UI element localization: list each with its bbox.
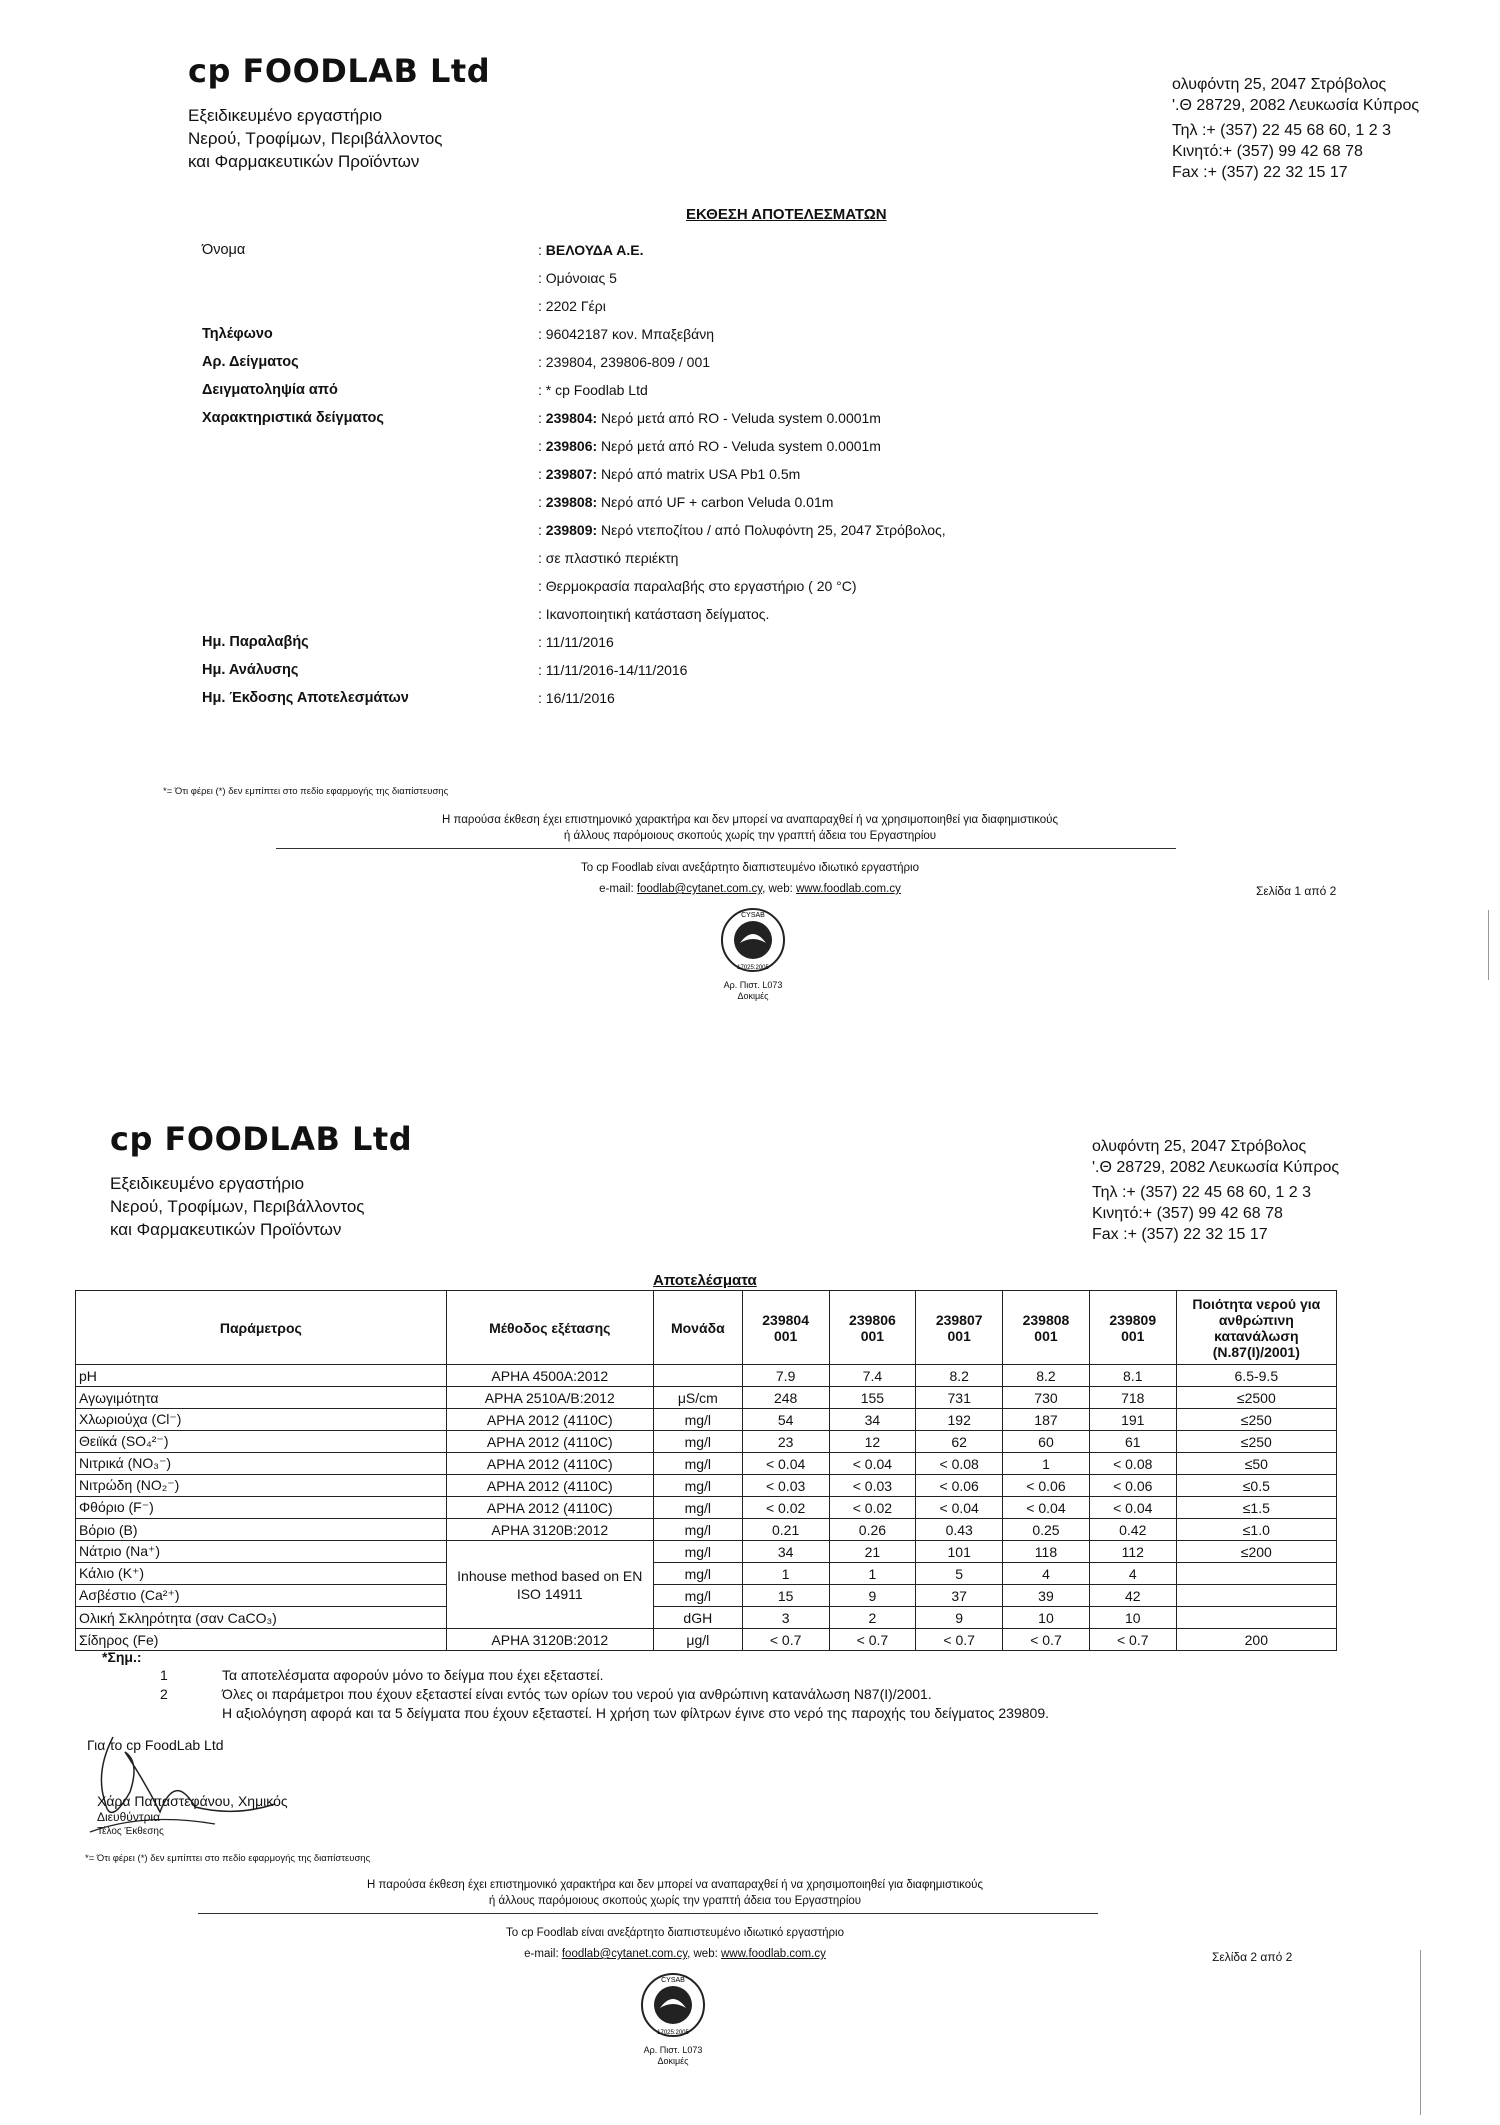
field-value: [538, 270, 617, 286]
signature-line: Διευθύντρια: [97, 1810, 160, 1824]
email-prefix: e-mail:: [599, 883, 637, 895]
subtitle-line: Νερού, Τροφίμων, Περιβάλλοντος: [110, 1197, 365, 1216]
field-value-text: 239804, 239806-809 / 001: [545, 354, 711, 370]
field-value: [538, 606, 769, 622]
cell-value: < 0.7: [742, 1629, 829, 1651]
address-line: '.Θ 28729, 2082 Λευκωσία Κύπρος: [1092, 1159, 1340, 1176]
address-tel: Τηλ :+ (357) 22 45 68 60, 1 2 3: [1092, 1184, 1311, 1201]
address-fax: Fax :+ (357) 22 32 15 17: [1172, 164, 1348, 181]
cell-unit: μS/cm: [653, 1387, 742, 1409]
cell-unit: mg/l: [653, 1563, 742, 1585]
company-address: [1172, 74, 1419, 183]
cell-parameter: Σίδηρος (Fe): [76, 1629, 447, 1651]
field-label: Δειγματοληψία από: [202, 382, 338, 398]
field-value-text: Νερό από matrix USA Pb1 0.5m: [597, 466, 801, 482]
web-prefix: , web:: [687, 1948, 721, 1960]
cell-limit: ≤1.5: [1176, 1497, 1336, 1519]
cysab-seal-icon: [718, 905, 788, 975]
cell-value: 34: [742, 1541, 829, 1563]
header-method: Μέθοδος εξέτασης: [446, 1291, 653, 1365]
subtitle-line: και Φαρμακευτικών Προϊόντων: [110, 1220, 342, 1239]
address-line: '.Θ 28729, 2082 Λευκωσία Κύπρος: [1172, 97, 1420, 114]
cell-value: 0.26: [829, 1519, 916, 1541]
field-value: [538, 382, 648, 398]
field-value: [538, 634, 614, 650]
table-row: [76, 1431, 1337, 1453]
cell-value: 37: [916, 1585, 1003, 1607]
header-limit: Ποιότητα νερού για ανθρώπινη κατανάλωση (Ν.87(Ι)/2001): [1176, 1291, 1336, 1365]
contact-line: [225, 1946, 1125, 1962]
footer-contact: [300, 860, 1200, 897]
field-value-text: * cp Foodlab Ltd: [545, 382, 648, 398]
cell-value: 8.2: [916, 1365, 1003, 1387]
cell-unit: dGH: [653, 1607, 742, 1629]
cell-value: 718: [1089, 1387, 1176, 1409]
note-item: [160, 1704, 1049, 1723]
note-number: [160, 1704, 222, 1723]
email-prefix: e-mail:: [524, 1948, 562, 1960]
cell-value: < 0.03: [829, 1475, 916, 1497]
table-row: [76, 1387, 1337, 1409]
field-value-bold: 239807:: [545, 466, 598, 482]
cell-method: APHA 3120B:2012: [446, 1629, 653, 1651]
cell-value: < 0.02: [829, 1497, 916, 1519]
footer-contact: [225, 1925, 1125, 1962]
field-value-text: Νερό μετά από RO - Veluda system 0.0001m: [597, 410, 881, 426]
table-row: [76, 1453, 1337, 1475]
subtitle-line: και Φαρμακευτικών Προϊόντων: [188, 152, 420, 171]
subtitle-line: Εξειδικευμένο εργαστήριο: [110, 1174, 305, 1193]
disclaimer: [300, 812, 1200, 844]
field-colon: :: [538, 242, 546, 258]
field-value: [538, 326, 714, 342]
field-value-text: 2202 Γέρι: [545, 298, 606, 314]
field-label: Ημ. Παραλαβής: [202, 634, 309, 650]
field-colon: :: [538, 606, 546, 622]
field-value: [538, 466, 800, 482]
cell-parameter: Θειϊκά (SO₄²⁻): [76, 1431, 447, 1453]
subtitle-line: Νερού, Τροφίμων, Περιβάλλοντος: [188, 129, 443, 148]
cell-method: Inhouse method based on EN ISO 14911: [446, 1541, 653, 1629]
cell-value: 191: [1089, 1409, 1176, 1431]
cell-value: 42: [1089, 1585, 1176, 1607]
cell-value: 34: [829, 1409, 916, 1431]
note-text: Όλες οι παράμετροι που έχουν εξεταστεί είναι εντός των ορίων του νερού για ανθρώπινη κατανάλωση Ν87(Ι)/2001.: [222, 1686, 932, 1702]
seal-license: Αρ. Πιστ. L073: [643, 2045, 703, 2055]
cell-value: < 0.04: [742, 1453, 829, 1475]
seal-top-text: CYSAB: [741, 912, 765, 919]
cell-parameter: Νάτριο (Na⁺): [76, 1541, 447, 1563]
header-unit: Μονάδα: [653, 1291, 742, 1365]
cell-parameter: Νιτρώδη (NO₂⁻): [76, 1475, 447, 1497]
results-header-row: [76, 1291, 1337, 1365]
cysab-seal: [693, 905, 813, 1002]
cell-value: 21: [829, 1541, 916, 1563]
cell-value: 1: [829, 1563, 916, 1585]
field-value-bold: ΒΕΛΟΥΔΑ Α.Ε.: [545, 242, 644, 258]
table-row: [76, 1409, 1337, 1431]
address-line: ολυφόντη 25, 2047 Στρόβολος: [1172, 76, 1387, 93]
cell-method: APHA 4500A:2012: [446, 1365, 653, 1387]
table-row: [76, 1475, 1337, 1497]
cell-value: 112: [1089, 1541, 1176, 1563]
cell-value: < 0.06: [916, 1475, 1003, 1497]
cell-method: APHA 3120B:2012: [446, 1519, 653, 1541]
cell-value: < 0.04: [1089, 1497, 1176, 1519]
cell-method: APHA 2012 (4110C): [446, 1475, 653, 1497]
cell-value: 1: [1003, 1453, 1090, 1475]
cell-value: < 0.06: [1089, 1475, 1176, 1497]
disclaimer-line: Η παρούσα έκθεση έχει επιστημονικό χαρακτήρα και δεν μπορεί να αναπαραχθεί ή να χρησιμοποιηθεί για διαφημιστικούς: [441, 814, 1059, 826]
cell-value: 731: [916, 1387, 1003, 1409]
cell-unit: mg/l: [653, 1519, 742, 1541]
header-sample: 239809 001: [1089, 1291, 1176, 1365]
cell-unit: [653, 1365, 742, 1387]
contact-line: [300, 881, 1200, 897]
cell-value: 54: [742, 1409, 829, 1431]
cell-value: 23: [742, 1431, 829, 1453]
header-sample: 239804 001: [742, 1291, 829, 1365]
field-label: Ημ. Ανάλυσης: [202, 662, 299, 678]
field-label: Όνομα: [202, 242, 246, 258]
field-label: Ημ. Έκδοσης Αποτελεσμάτων: [202, 690, 409, 706]
cell-unit: mg/l: [653, 1409, 742, 1431]
seal-type: Δοκιμές: [737, 991, 769, 1001]
cell-parameter: Νιτρικά (NO₃⁻): [76, 1453, 447, 1475]
field-value: [538, 438, 881, 454]
signature-block: [85, 1732, 345, 1842]
address-mobile: Κινητό:+ (357) 99 42 68 78: [1172, 143, 1363, 160]
cell-unit: mg/l: [653, 1475, 742, 1497]
cell-value: 60: [1003, 1431, 1090, 1453]
field-value: [538, 494, 833, 510]
cell-value: < 0.04: [1003, 1497, 1090, 1519]
cell-value: 4: [1089, 1563, 1176, 1585]
cell-value: < 0.7: [829, 1629, 916, 1651]
cell-unit: mg/l: [653, 1585, 742, 1607]
subtitle-line: Εξειδικευμένο εργαστήριο: [188, 106, 383, 125]
cell-value: < 0.7: [916, 1629, 1003, 1651]
cell-method: APHA 2012 (4110C): [446, 1431, 653, 1453]
results-body: [76, 1365, 1337, 1651]
cell-value: 62: [916, 1431, 1003, 1453]
note-item: [160, 1685, 1049, 1704]
cell-value: 15: [742, 1585, 829, 1607]
field-value-text: σε πλαστικό περιέκτη: [545, 550, 679, 566]
disclaimer-line: ή άλλους παρόμοιους σκοπούς χωρίς την γραπτή άδεια του Εργαστηρίου: [563, 830, 937, 842]
address-tel: Τηλ :+ (357) 22 45 68 60, 1 2 3: [1172, 122, 1391, 139]
field-colon: :: [538, 522, 546, 538]
field-colon: :: [538, 410, 546, 426]
cell-value: 1: [742, 1563, 829, 1585]
field-label: Χαρακτηριστικά δείγματος: [202, 410, 384, 426]
cell-value: 7.9: [742, 1365, 829, 1387]
note-number: 1: [160, 1667, 168, 1683]
note-text: Η αξιολόγηση αφορά και τα 5 δείγματα που έχουν εξεταστεί. Η χρήση των φίλτρων έγινε στο νερό της παροχής του δείγματος 239809.: [222, 1705, 1049, 1721]
seal-type: Δοκιμές: [657, 2056, 689, 2066]
company-subtitle: [110, 1172, 364, 1241]
cell-limit: ≤200: [1176, 1541, 1336, 1563]
cell-value: 187: [1003, 1409, 1090, 1431]
cell-value: < 0.08: [1089, 1453, 1176, 1475]
cell-parameter: Φθόριο (F⁻): [76, 1497, 447, 1519]
cell-value: 61: [1089, 1431, 1176, 1453]
field-label: Αρ. Δείγματος: [202, 354, 299, 370]
field-colon: :: [538, 550, 546, 566]
report-title: ΕΚΘΕΣΗ ΑΠΟΤΕΛΕΣΜΑΤΩΝ: [686, 206, 887, 223]
field-value-text: 16/11/2016: [545, 690, 615, 706]
cell-parameter: Ολική Σκληρότητα (σαν CaCO₃): [76, 1607, 447, 1629]
cell-value: 39: [1003, 1585, 1090, 1607]
cell-value: 730: [1003, 1387, 1090, 1409]
cell-value: < 0.7: [1089, 1629, 1176, 1651]
cysab-seal: [613, 1970, 733, 2067]
email-link[interactable]: foodlab@cytanet.com.cy: [636, 883, 763, 895]
cell-value: 9: [916, 1607, 1003, 1629]
table-row: [76, 1585, 1337, 1607]
cell-value: 5: [916, 1563, 1003, 1585]
company-subtitle: [188, 104, 442, 173]
address-mobile: Κινητό:+ (357) 99 42 68 78: [1092, 1205, 1283, 1222]
cell-value: < 0.02: [742, 1497, 829, 1519]
table-row: [76, 1497, 1337, 1519]
notes-list: [160, 1666, 1049, 1723]
cell-value: 12: [829, 1431, 916, 1453]
cell-parameter: Ασβέστιο (Ca²⁺): [76, 1585, 447, 1607]
cell-limit: ≤0.5: [1176, 1475, 1336, 1497]
company-name: cp FOODLAB Ltd: [188, 52, 491, 90]
cell-value: 0.21: [742, 1519, 829, 1541]
field-value: [538, 298, 606, 314]
field-colon: :: [538, 354, 546, 370]
cell-limit: [1176, 1585, 1336, 1607]
cell-value: 192: [916, 1409, 1003, 1431]
cell-value: 155: [829, 1387, 916, 1409]
company-name: cp FOODLAB Ltd: [110, 1120, 413, 1158]
cell-value: 8.2: [1003, 1365, 1090, 1387]
disclaimer: [225, 1877, 1125, 1909]
cell-value: < 0.7: [1003, 1629, 1090, 1651]
table-row: [76, 1629, 1337, 1651]
table-row: [76, 1541, 1337, 1563]
cell-parameter: pH: [76, 1365, 447, 1387]
cell-value: < 0.08: [916, 1453, 1003, 1475]
header-parameter: Παράμετρος: [76, 1291, 447, 1365]
field-colon: :: [538, 690, 546, 706]
disclaimer-line: ή άλλους παρόμοιους σκοπούς χωρίς την γραπτή άδεια του Εργαστηρίου: [488, 1895, 862, 1907]
cell-limit: ≤1.0: [1176, 1519, 1336, 1541]
field-value-text: Νερό μετά από RO - Veluda system 0.0001m: [597, 438, 881, 454]
page-number: Σελίδα 2 από 2: [1212, 1950, 1293, 1964]
cell-parameter: Αγωγιμότητα: [76, 1387, 447, 1409]
cell-value: 10: [1003, 1607, 1090, 1629]
web-link[interactable]: www.foodlab.com.cy: [796, 883, 901, 895]
results-table: [75, 1290, 1337, 1651]
cell-limit: ≤2500: [1176, 1387, 1336, 1409]
notes-label: *Σημ.:: [102, 1649, 142, 1665]
field-colon: :: [538, 438, 546, 454]
field-value: [538, 242, 644, 258]
cell-limit: ≤250: [1176, 1409, 1336, 1431]
email-link[interactable]: foodlab@cytanet.com.cy: [561, 1948, 688, 1960]
header-sample: 239806 001: [829, 1291, 916, 1365]
header-sample: 239808 001: [1003, 1291, 1090, 1365]
seal-iso-text: 17025:2005: [657, 2030, 689, 2036]
field-colon: :: [538, 662, 546, 678]
results-title: Αποτελέσματα: [653, 1272, 757, 1289]
cell-unit: mg/l: [653, 1497, 742, 1519]
cell-value: < 0.04: [916, 1497, 1003, 1519]
cell-value: 0.42: [1089, 1519, 1176, 1541]
field-colon: :: [538, 634, 546, 650]
cell-method: APHA 2012 (4110C): [446, 1453, 653, 1475]
field-colon: :: [538, 466, 546, 482]
cell-method: APHA 2012 (4110C): [446, 1409, 653, 1431]
signature-line: Για το cp FoodLab Ltd: [87, 1737, 224, 1753]
cell-parameter: Βόριο (B): [76, 1519, 447, 1541]
company-address: [1092, 1136, 1339, 1245]
seal-license: Αρ. Πιστ. L073: [723, 980, 783, 990]
page-number: Σελίδα 1 από 2: [1256, 884, 1337, 898]
field-value-text: 11/11/2016-14/11/2016: [545, 662, 688, 678]
cell-value: 0.43: [916, 1519, 1003, 1541]
field-value-text: 96042187 κον. Μπαξεβάνη: [545, 326, 715, 342]
field-value-bold: 239809:: [545, 522, 598, 538]
cell-unit: mg/l: [653, 1453, 742, 1475]
cell-method: APHA 2510A/B:2012: [446, 1387, 653, 1409]
scan-edge-mark: [1420, 1950, 1421, 2115]
seal-top-text: CYSAB: [661, 1977, 685, 1984]
field-value-text: 11/11/2016: [545, 634, 614, 650]
cell-value: 101: [916, 1541, 1003, 1563]
table-row: [76, 1519, 1337, 1541]
cell-limit: 6.5-9.5: [1176, 1365, 1336, 1387]
field-colon: :: [538, 270, 546, 286]
field-value: [538, 550, 678, 566]
note-item: [160, 1666, 1049, 1685]
table-row: [76, 1607, 1337, 1629]
cell-method: APHA 2012 (4110C): [446, 1497, 653, 1519]
cell-value: 7.4: [829, 1365, 916, 1387]
web-link[interactable]: www.foodlab.com.cy: [721, 1948, 826, 1960]
cell-value: 0.25: [1003, 1519, 1090, 1541]
cell-value: 4: [1003, 1563, 1090, 1585]
cell-parameter: Κάλιο (K⁺): [76, 1563, 447, 1585]
address-line: ολυφόντη 25, 2047 Στρόβολος: [1092, 1138, 1307, 1155]
asterisk-note: *= Ότι φέρει (*) δεν εμπίπτει στο πεδίο εφαρμογής της διαπίστευσης: [85, 1853, 371, 1864]
cell-value: 3: [742, 1607, 829, 1629]
cell-unit: mg/l: [653, 1431, 742, 1453]
cell-limit: [1176, 1607, 1336, 1629]
cell-value: 118: [1003, 1541, 1090, 1563]
field-value: [538, 410, 881, 426]
cell-limit: 200: [1176, 1629, 1336, 1651]
disclaimer-line: Η παρούσα έκθεση έχει επιστημονικό χαρακτήρα και δεν μπορεί να αναπαραχθεί ή να χρησιμοποιηθεί για διαφημιστικούς: [366, 1879, 984, 1891]
table-row: [76, 1365, 1337, 1387]
field-value: [538, 578, 857, 594]
cell-value: < 0.03: [742, 1475, 829, 1497]
cell-parameter: Χλωριούχα (Cl⁻): [76, 1409, 447, 1431]
cell-value: < 0.04: [829, 1453, 916, 1475]
cysab-seal-icon: [638, 1970, 708, 2040]
field-value-text: Νερό από UF + carbon Veluda 0.01m: [597, 494, 834, 510]
field-value: [538, 690, 615, 706]
accredited-text: Το cp Foodlab είναι ανεξάρτητο διαπιστευμένο ιδιωτικό εργαστήριο: [505, 1927, 845, 1939]
cell-value: < 0.06: [1003, 1475, 1090, 1497]
cell-unit: mg/l: [653, 1541, 742, 1563]
table-row: [76, 1563, 1337, 1585]
scan-edge-mark: [1488, 910, 1489, 980]
field-colon: :: [538, 494, 546, 510]
field-value-bold: 239806:: [545, 438, 598, 454]
note-text: Τα αποτελέσματα αφορούν μόνο το δείγμα που έχει εξεταστεί.: [222, 1667, 604, 1683]
cell-value: 9: [829, 1585, 916, 1607]
field-colon: :: [538, 326, 546, 342]
field-value-bold: 239808:: [545, 494, 598, 510]
field-colon: :: [538, 298, 546, 314]
field-value-bold: 239804:: [545, 410, 598, 426]
cell-value: 10: [1089, 1607, 1176, 1629]
accredited-text: Το cp Foodlab είναι ανεξάρτητο διαπιστευμένο ιδιωτικό εργαστήριο: [580, 862, 920, 874]
cell-limit: ≤50: [1176, 1453, 1336, 1475]
asterisk-note: *= Ότι φέρει (*) δεν εμπίπτει στο πεδίο εφαρμογής της διαπίστευσης: [163, 786, 449, 797]
field-value-text: Νερό ντεποζίτου / από Πολυφόντη 25, 2047 Στρόβολος,: [597, 522, 946, 538]
field-value: [538, 522, 946, 538]
field-value-text: Ομόνοιας 5: [545, 270, 617, 286]
note-number: 2: [160, 1686, 168, 1702]
field-value: [538, 354, 710, 370]
cell-value: 8.1: [1089, 1365, 1176, 1387]
field-value-text: Ικανοποιητική κατάσταση δείγματος.: [545, 606, 770, 622]
field-value: [538, 662, 687, 678]
signature-line: Τέλος Έκθεσης: [97, 1826, 164, 1837]
footer-divider: [198, 1913, 1098, 1914]
cell-value: 2: [829, 1607, 916, 1629]
field-colon: :: [538, 382, 546, 398]
web-prefix: , web:: [762, 883, 796, 895]
signature-line: Χάρα Παπαστεφάνου, Χημικός: [97, 1793, 288, 1809]
cell-unit: μg/l: [653, 1629, 742, 1651]
header-sample: 239807 001: [916, 1291, 1003, 1365]
seal-iso-text: 17025:2005: [737, 965, 769, 971]
field-value-text: Θερμοκρασία παραλαβής στο εργαστήριο ( 20 °C): [545, 578, 857, 594]
field-label: Τηλέφωνο: [202, 326, 273, 342]
footer-divider: [276, 848, 1176, 849]
cell-value: 248: [742, 1387, 829, 1409]
field-colon: :: [538, 578, 546, 594]
cell-limit: [1176, 1563, 1336, 1585]
cell-limit: ≤250: [1176, 1431, 1336, 1453]
address-fax: Fax :+ (357) 22 32 15 17: [1092, 1226, 1268, 1243]
